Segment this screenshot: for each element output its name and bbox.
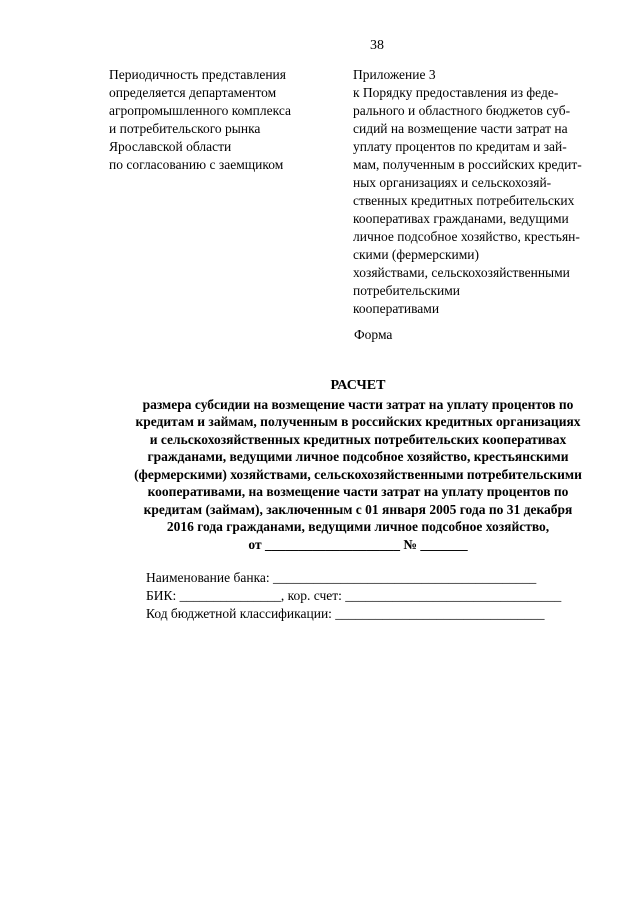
appendix-line: личное подсобное хозяйство, крестьян-	[353, 229, 580, 244]
title-line: и сельскохозяйственных кредитных потребительских кооперативах	[149, 431, 567, 447]
appendix-line: мам, полученным в российских кредит-	[353, 157, 582, 172]
title-line: размера субсидии на возмещение части затрат на уплату процентов по	[142, 396, 574, 412]
appendix-line: рального и областного бюджетов суб-	[353, 103, 571, 118]
date-number-line: от ____________________ № _______	[248, 536, 468, 552]
submission-frequency-note	[109, 66, 339, 174]
appendix-line: кооперативами	[353, 301, 440, 316]
appendix-line: сидий на возмещение части затрат на	[353, 121, 568, 136]
appendix-line: ственных кредитных потребительских	[353, 193, 575, 208]
budget-code-field: Код бюджетной классификации: _______________________________	[146, 606, 545, 621]
title-line: (фермерскими) хозяйствами, сельскохозяйственными потребительскими	[134, 466, 582, 482]
note-line: по согласованию с заемщиком	[109, 157, 284, 172]
appendix-line: хозяйствами, сельскохозяйственными	[353, 265, 570, 280]
page-number-text: 38	[370, 38, 384, 53]
bank-name-field: Наименование банка: _______________________________________	[146, 570, 537, 585]
title-line: кредитам и займам, полученным в российских кредитных организациях	[135, 414, 581, 429]
appendix-line: кооперативах гражданами, ведущими	[353, 211, 569, 226]
appendix-line: скими (фермерскими)	[353, 247, 480, 262]
note-line: Периодичность представления	[109, 67, 286, 82]
appendix-line: ных организациях и сельскохозяй-	[353, 175, 552, 190]
bank-details	[146, 569, 561, 623]
note-line: агропромышленного комплекса	[109, 103, 291, 118]
form-label: Форма	[354, 327, 393, 342]
note-line: Ярославской области	[109, 139, 232, 154]
title-heading: РАСЧЕТ	[330, 378, 386, 393]
bik-account-field: БИК: _______________, кор. счет: ________________________________	[146, 588, 562, 603]
appendix-line: потребительскими	[353, 283, 461, 298]
title-line: гражданами, ведущими личное подсобное хозяйство, крестьянскими	[147, 449, 569, 464]
note-line: и потребительского рынка	[109, 121, 261, 136]
title-line: кооперативами, на возмещение части затрат на уплату процентов по	[147, 484, 569, 499]
note-line: определяется департаментом	[109, 85, 277, 100]
appendix-line: уплату процентов по кредитам и зай-	[353, 139, 567, 154]
title-line: 2016 года гражданами, ведущими личное подсобное хозяйство,	[166, 519, 550, 534]
appendix-reference	[353, 66, 613, 318]
appendix-title: Приложение 3	[353, 67, 436, 82]
appendix-line: к Порядку предоставления из феде-	[353, 85, 559, 100]
title-line: кредитам (займам), заключенным с 01 января 2005 года по 31 декабря	[143, 501, 573, 517]
calculation-title	[100, 377, 616, 553]
